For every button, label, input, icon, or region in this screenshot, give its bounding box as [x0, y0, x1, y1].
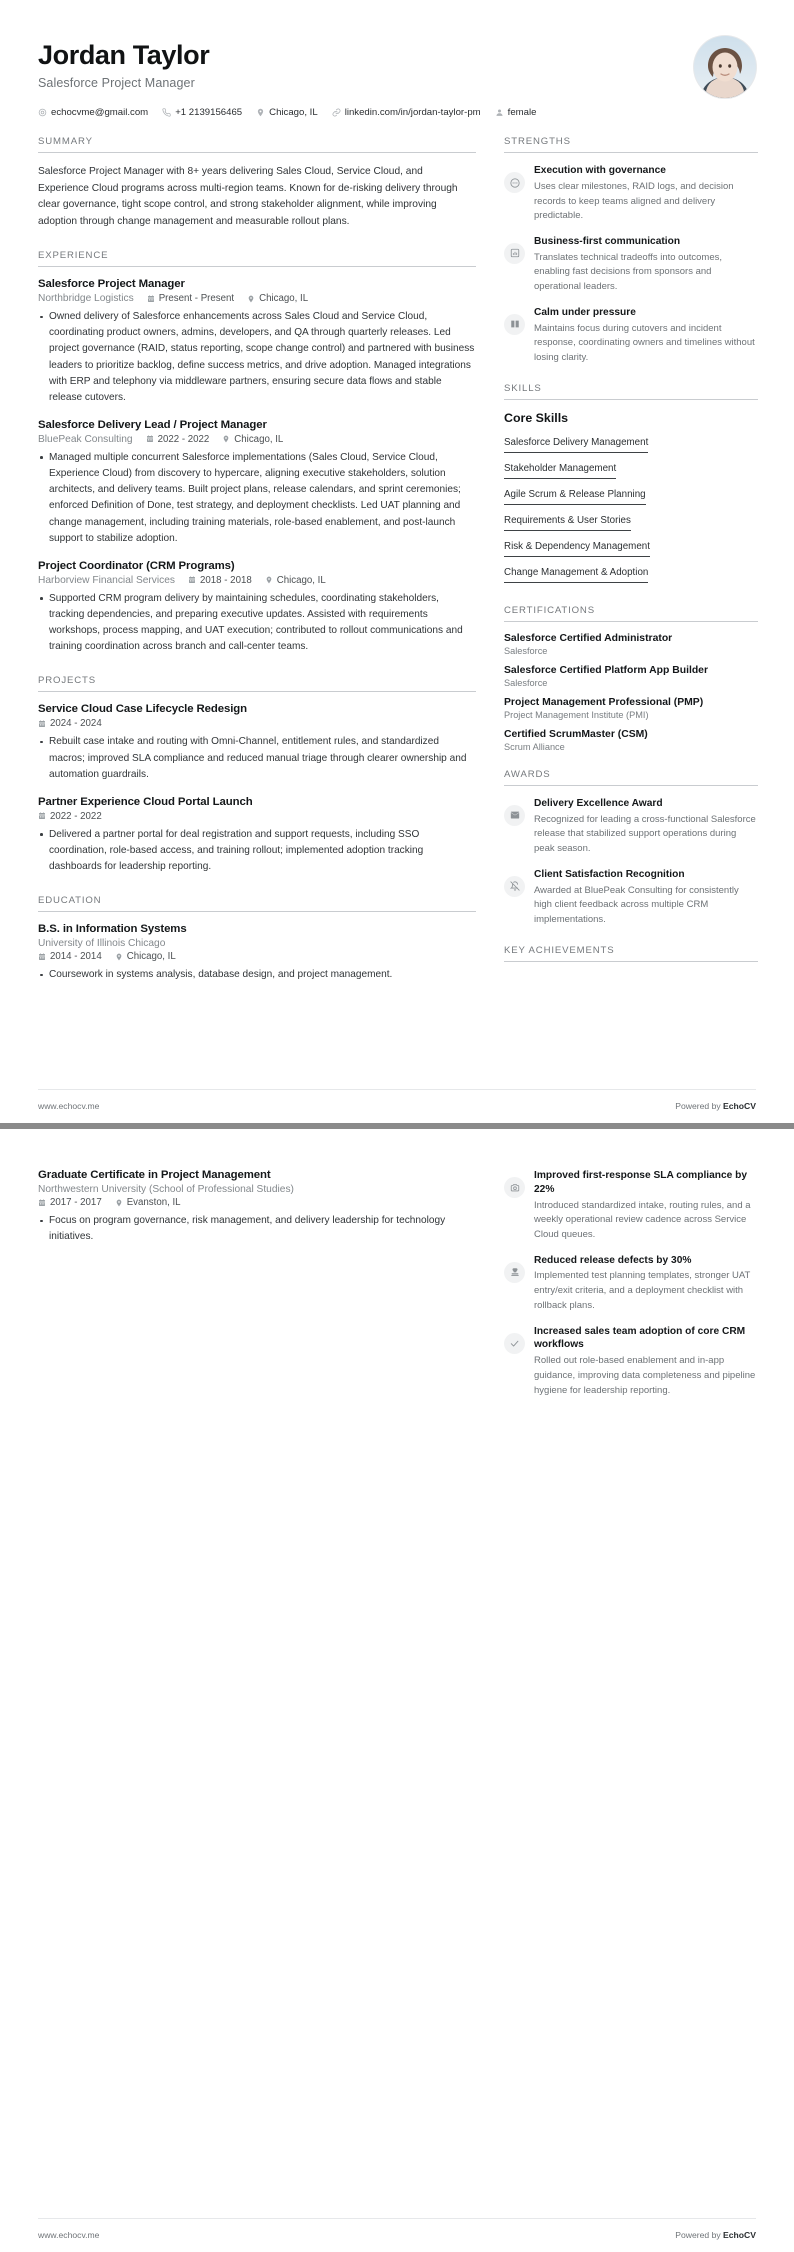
experience-location — [265, 575, 326, 586]
award-body — [534, 868, 758, 928]
strength-body — [534, 235, 758, 295]
section-title-education: EDUCATION — [38, 895, 476, 912]
main-column-page2 — [38, 1169, 476, 2218]
project-entry — [38, 796, 476, 875]
resume-page-1 — [0, 0, 794, 1123]
experience-bullets — [38, 309, 476, 406]
bullet: Rebuilt case intake and routing with Omni-Channel, entitlement rules, and standardized macros; improved SLA compliance and reduced manual triage through clearer ownership and automation guardrails. — [38, 734, 476, 782]
section-title-certifications: CERTIFICATIONS — [504, 605, 758, 622]
achievement-title: Increased sales team adoption of core CRM workflows — [534, 1325, 746, 1351]
contact-list — [38, 107, 536, 118]
education-org: University of Illinois Chicago — [38, 938, 166, 950]
certification-issuer: Scrum Alliance — [504, 741, 565, 752]
experience-org: Northbridge Logistics — [38, 293, 134, 305]
calendar-icon — [188, 576, 196, 584]
skill-item — [504, 537, 758, 562]
resume-body-page2 — [34, 1169, 760, 2218]
bullet: Owned delivery of Salesforce enhancements across Sales Cloud and Service Cloud, coordinating product owners, admins, developers, and QA through quarterly releases. Led project governance (RAID, status reporting, scope change control) and partnered with business leaders to prioritize backlog, define success metrics, and drive adoption. Managed integrations with ERP and telephony via middleware partners, ensuring secure data flows and stable release cutovers. — [38, 309, 476, 406]
footer-site[interactable]: www.echocv.me — [38, 2230, 100, 2240]
resume-page-2 — [0, 1129, 794, 2252]
achievement-title: Reduced release defects by 30% — [534, 1254, 692, 1266]
award-desc: Recognized for leading a cross-functional Salesforce release that stabilized support operations during peak season. — [534, 813, 756, 855]
section-experience — [38, 250, 476, 655]
project-bullets — [38, 827, 476, 875]
project-dates-text: 2022 - 2022 — [50, 810, 102, 822]
education-entry — [38, 1169, 476, 1245]
experience-location-text: Chicago, IL — [259, 293, 309, 305]
section-key-achievements — [504, 945, 758, 962]
section-awards — [504, 769, 758, 928]
achievement-item — [504, 1169, 758, 1243]
project-bullets — [38, 734, 476, 782]
calendar-icon — [38, 1199, 46, 1207]
skill-label: Agile Scrum & Release Planning — [504, 489, 646, 505]
certification-item — [504, 665, 758, 688]
achievement-item — [504, 1325, 758, 1399]
strength-item — [504, 164, 758, 224]
location-pin-icon — [115, 1199, 123, 1207]
calendar-icon — [38, 953, 46, 961]
strength-body — [534, 306, 758, 366]
experience-entry — [38, 560, 476, 656]
strength-item — [504, 306, 758, 366]
experience-dates-text: Present - Present — [158, 293, 235, 305]
link-icon — [332, 108, 341, 117]
footer-brand — [675, 1101, 756, 1111]
calendar-icon — [146, 435, 154, 443]
side-column — [504, 136, 758, 1089]
strength-title: Execution with governance — [534, 165, 666, 177]
section-education — [38, 895, 476, 983]
project-entry — [38, 703, 476, 782]
education-title: Graduate Certificate in Project Management — [38, 1169, 271, 1181]
skill-label: Risk & Dependency Management — [504, 541, 650, 557]
skill-item — [504, 459, 758, 484]
experience-bullets — [38, 450, 476, 547]
book-icon — [504, 314, 525, 335]
section-title-projects: PROJECTS — [38, 675, 476, 692]
skill-label: Salesforce Delivery Management — [504, 437, 648, 453]
location-pin-icon — [265, 576, 273, 584]
certification-name: Salesforce Certified Administrator — [504, 632, 673, 644]
project-title: Partner Experience Cloud Portal Launch — [38, 795, 253, 808]
resume-body — [34, 136, 760, 1089]
footer-brand-name: EchoCV — [723, 1101, 756, 1111]
section-title-awards: AWARDS — [504, 769, 758, 786]
experience-entry — [38, 419, 476, 547]
summary-text: Salesforce Project Manager with 8+ years delivering Sales Cloud, Service Cloud, and Experience Cloud programs across multi-region teams. Known for de-risking delivery through clear governance, tight scope control, and strong stakeholder alignment, while improving adoption through change management and measurable rollout plans. — [38, 166, 458, 227]
footer-powered-prefix: Powered by — [675, 1101, 724, 1111]
envelope-icon — [504, 805, 525, 826]
education-bullets — [38, 967, 476, 983]
skill-item — [504, 433, 758, 458]
experience-dates — [146, 434, 210, 445]
achievement-item — [504, 1254, 758, 1314]
experience-dates — [188, 575, 252, 586]
certification-issuer: Salesforce — [504, 645, 548, 656]
avatar — [694, 36, 756, 98]
education-meta — [38, 1197, 476, 1208]
location-pin-icon — [256, 108, 265, 117]
contact-phone-text: +1 2139156465 — [175, 107, 243, 119]
certification-name: Salesforce Certified Platform App Builder — [504, 664, 709, 676]
certification-item — [504, 729, 758, 752]
achievement-body — [534, 1169, 758, 1243]
skill-item — [504, 511, 758, 536]
experience-title: Project Coordinator (CRM Programs) — [38, 559, 235, 572]
bar-chart-icon — [504, 243, 525, 264]
experience-bullets — [38, 591, 476, 656]
bullet: Delivered a partner portal for deal registration and support requests, including SSO coordination, role-based access, and training rollout; implemented adoption tracking dashboards for leadership reporting. — [38, 827, 476, 875]
section-title-strengths: STRENGTHS — [504, 136, 758, 153]
footer-powered-prefix: Powered by — [675, 2230, 724, 2240]
achievement-title: Improved first-response SLA compliance by 22% — [534, 1170, 748, 1195]
strength-item — [504, 235, 758, 295]
education-dates-text: 2014 - 2014 — [50, 951, 102, 963]
contact-linkedin[interactable] — [332, 107, 481, 118]
section-certifications — [504, 605, 758, 752]
contact-email-text: echocvme@gmail.com — [51, 107, 149, 119]
certification-item — [504, 633, 758, 656]
phone-icon — [162, 108, 171, 117]
award-item — [504, 868, 758, 928]
project-meta — [38, 811, 476, 822]
candidate-name: Jordan Taylor — [38, 40, 210, 70]
skill-item — [504, 485, 758, 510]
calendar-icon — [38, 720, 46, 728]
award-title: Client Satisfaction Recognition — [534, 868, 685, 880]
section-projects — [38, 675, 476, 875]
experience-meta — [38, 293, 476, 304]
experience-meta — [38, 575, 476, 586]
award-title: Delivery Excellence Award — [534, 797, 663, 809]
camera-icon — [504, 1177, 525, 1198]
bullet: Managed multiple concurrent Salesforce implementations (Sales Cloud, Service Cloud, Experience Cloud) from discovery to hypercare, aligning executive stakeholders, solution architects, and delivery teams. Built project plans, release calendars, and sprint ceremonies; enforced Definition of Done, test strategy, and deployment checklists. Led UAT planning and change management, including training materials, role-based enablement, and post-launch support to stabilize adoption. — [38, 450, 476, 547]
experience-org: BluePeak Consulting — [38, 433, 133, 445]
email-icon — [38, 108, 47, 117]
award-item — [504, 797, 758, 857]
page-footer — [38, 2218, 756, 2252]
project-dates — [38, 718, 102, 729]
award-desc: Awarded at BluePeak Consulting for consistently high client feedback across multiple CRM implementations. — [534, 884, 739, 925]
certification-issuer: Salesforce — [504, 677, 548, 688]
location-pin-icon — [115, 953, 123, 961]
certification-issuer: Project Management Institute (PMI) — [504, 709, 649, 720]
achievement-desc: Rolled out role-based enablement and in-app guidance, improving data completeness and pipeline hygiene for leadership reporting. — [534, 1355, 756, 1396]
section-title-skills: SKILLS — [504, 383, 758, 400]
experience-org: Harborview Financial Services — [38, 574, 176, 586]
bullet: Focus on program governance, risk management, and delivery leadership for technology initiatives. — [38, 1213, 476, 1245]
education-location-text: Chicago, IL — [126, 951, 176, 963]
experience-meta — [38, 434, 476, 445]
section-summary — [38, 136, 476, 230]
section-strengths — [504, 136, 758, 366]
achievement-desc: Introduced standardized intake, routing rules, and a weekly operational review cadence across Service Cloud queues. — [534, 1199, 751, 1240]
calendar-icon — [38, 812, 46, 820]
certification-item — [504, 697, 758, 720]
main-column — [38, 136, 476, 1089]
candidate-role: Salesforce Project Manager — [38, 76, 195, 91]
project-meta — [38, 718, 476, 729]
strength-title: Business-first communication — [534, 235, 681, 247]
strength-desc: Maintains focus during cutovers and incident response, coordinating owners and timelines without losing clarity. — [534, 322, 755, 364]
section-title-summary: SUMMARY — [38, 136, 476, 153]
education-location — [115, 951, 176, 962]
education-location — [115, 1197, 181, 1208]
bullet: Coursework in systems analysis, database design, and project management. — [38, 967, 476, 983]
contact-phone[interactable] — [162, 107, 242, 118]
contact-location-text: Chicago, IL — [269, 107, 318, 119]
achievement-desc: Implemented test planning templates, stronger UAT entry/exit criteria, and a deployment checklist with rollback plans. — [534, 1270, 751, 1311]
skill-item — [504, 563, 758, 588]
education-dates — [38, 951, 102, 962]
strength-title: Calm under pressure — [534, 306, 636, 318]
education-meta — [38, 951, 476, 962]
section-title-experience: EXPERIENCE — [38, 250, 476, 267]
footer-brand — [675, 2230, 756, 2240]
contact-gender-text: female — [507, 107, 537, 119]
education-bullets — [38, 1213, 476, 1245]
experience-entry — [38, 278, 476, 406]
header-left — [38, 34, 536, 118]
side-column-page2 — [504, 1169, 758, 2218]
experience-dates-text: 2022 - 2022 — [157, 433, 210, 445]
strength-body — [534, 164, 758, 224]
certification-name: Project Management Professional (PMP) — [504, 696, 704, 708]
location-pin-icon — [247, 295, 255, 303]
bullet: Supported CRM program delivery by maintaining schedules, coordinating stakeholders, tracking dependencies, and preparing executive updates. Assisted with requirements workshops, process mapping, and UAT execution; contributed to rollout communications and training coordination across branch and call-center teams. — [38, 591, 476, 656]
page-footer — [38, 1089, 756, 1123]
project-title: Service Cloud Case Lifecycle Redesign — [38, 703, 248, 716]
skill-label: Change Management & Adoption — [504, 567, 648, 583]
strength-desc: Uses clear milestones, RAID logs, and decision records to keep teams aligned and delivery predictable. — [534, 180, 734, 222]
skills-group-title: Core Skills — [504, 410, 569, 425]
education-title: B.S. in Information Systems — [38, 923, 187, 936]
contact-email[interactable] — [38, 107, 148, 118]
contact-linkedin-text: linkedin.com/in/jordan-taylor-pm — [344, 107, 481, 119]
calendar-icon — [147, 295, 155, 303]
skill-label: Stakeholder Management — [504, 463, 616, 479]
award-body — [534, 797, 758, 857]
location-pin-icon — [222, 435, 230, 443]
achievement-body — [534, 1254, 758, 1314]
strength-desc: Translates technical tradeoffs into outcomes, enabling fast decisions from sponsors and operational leaders. — [534, 251, 722, 293]
contact-location — [256, 107, 318, 118]
education-entry — [38, 923, 476, 983]
experience-dates-text: 2018 - 2018 — [200, 574, 252, 586]
bell-off-icon — [504, 876, 525, 897]
experience-location — [247, 293, 308, 304]
footer-site[interactable]: www.echocv.me — [38, 1101, 100, 1111]
project-dates — [38, 811, 102, 822]
section-title-key-achievements: KEY ACHIEVEMENTS — [504, 945, 758, 962]
person-icon — [495, 108, 504, 117]
dots-circle-icon — [504, 172, 525, 193]
experience-location-text: Chicago, IL — [234, 433, 284, 445]
achievement-body — [534, 1325, 758, 1399]
check-icon — [504, 1333, 525, 1354]
experience-dates — [147, 293, 234, 304]
section-skills — [504, 383, 758, 588]
stamp-icon — [504, 1262, 525, 1283]
education-dates-text: 2017 - 2017 — [50, 1197, 102, 1208]
footer-brand-name: EchoCV — [723, 2230, 756, 2240]
education-org: Northwestern University (School of Professional Studies) — [38, 1184, 294, 1195]
project-dates-text: 2024 - 2024 — [50, 718, 102, 730]
experience-title: Salesforce Delivery Lead / Project Manager — [38, 418, 267, 431]
resume-header — [34, 34, 760, 118]
experience-location-text: Chicago, IL — [276, 574, 326, 586]
education-location-text: Evanston, IL — [126, 1197, 181, 1208]
certification-name: Certified ScrumMaster (CSM) — [504, 728, 648, 740]
experience-title: Salesforce Project Manager — [38, 278, 185, 291]
experience-location — [222, 434, 283, 445]
contact-gender — [495, 107, 537, 118]
skill-label: Requirements & User Stories — [504, 515, 631, 531]
education-dates — [38, 1197, 102, 1208]
